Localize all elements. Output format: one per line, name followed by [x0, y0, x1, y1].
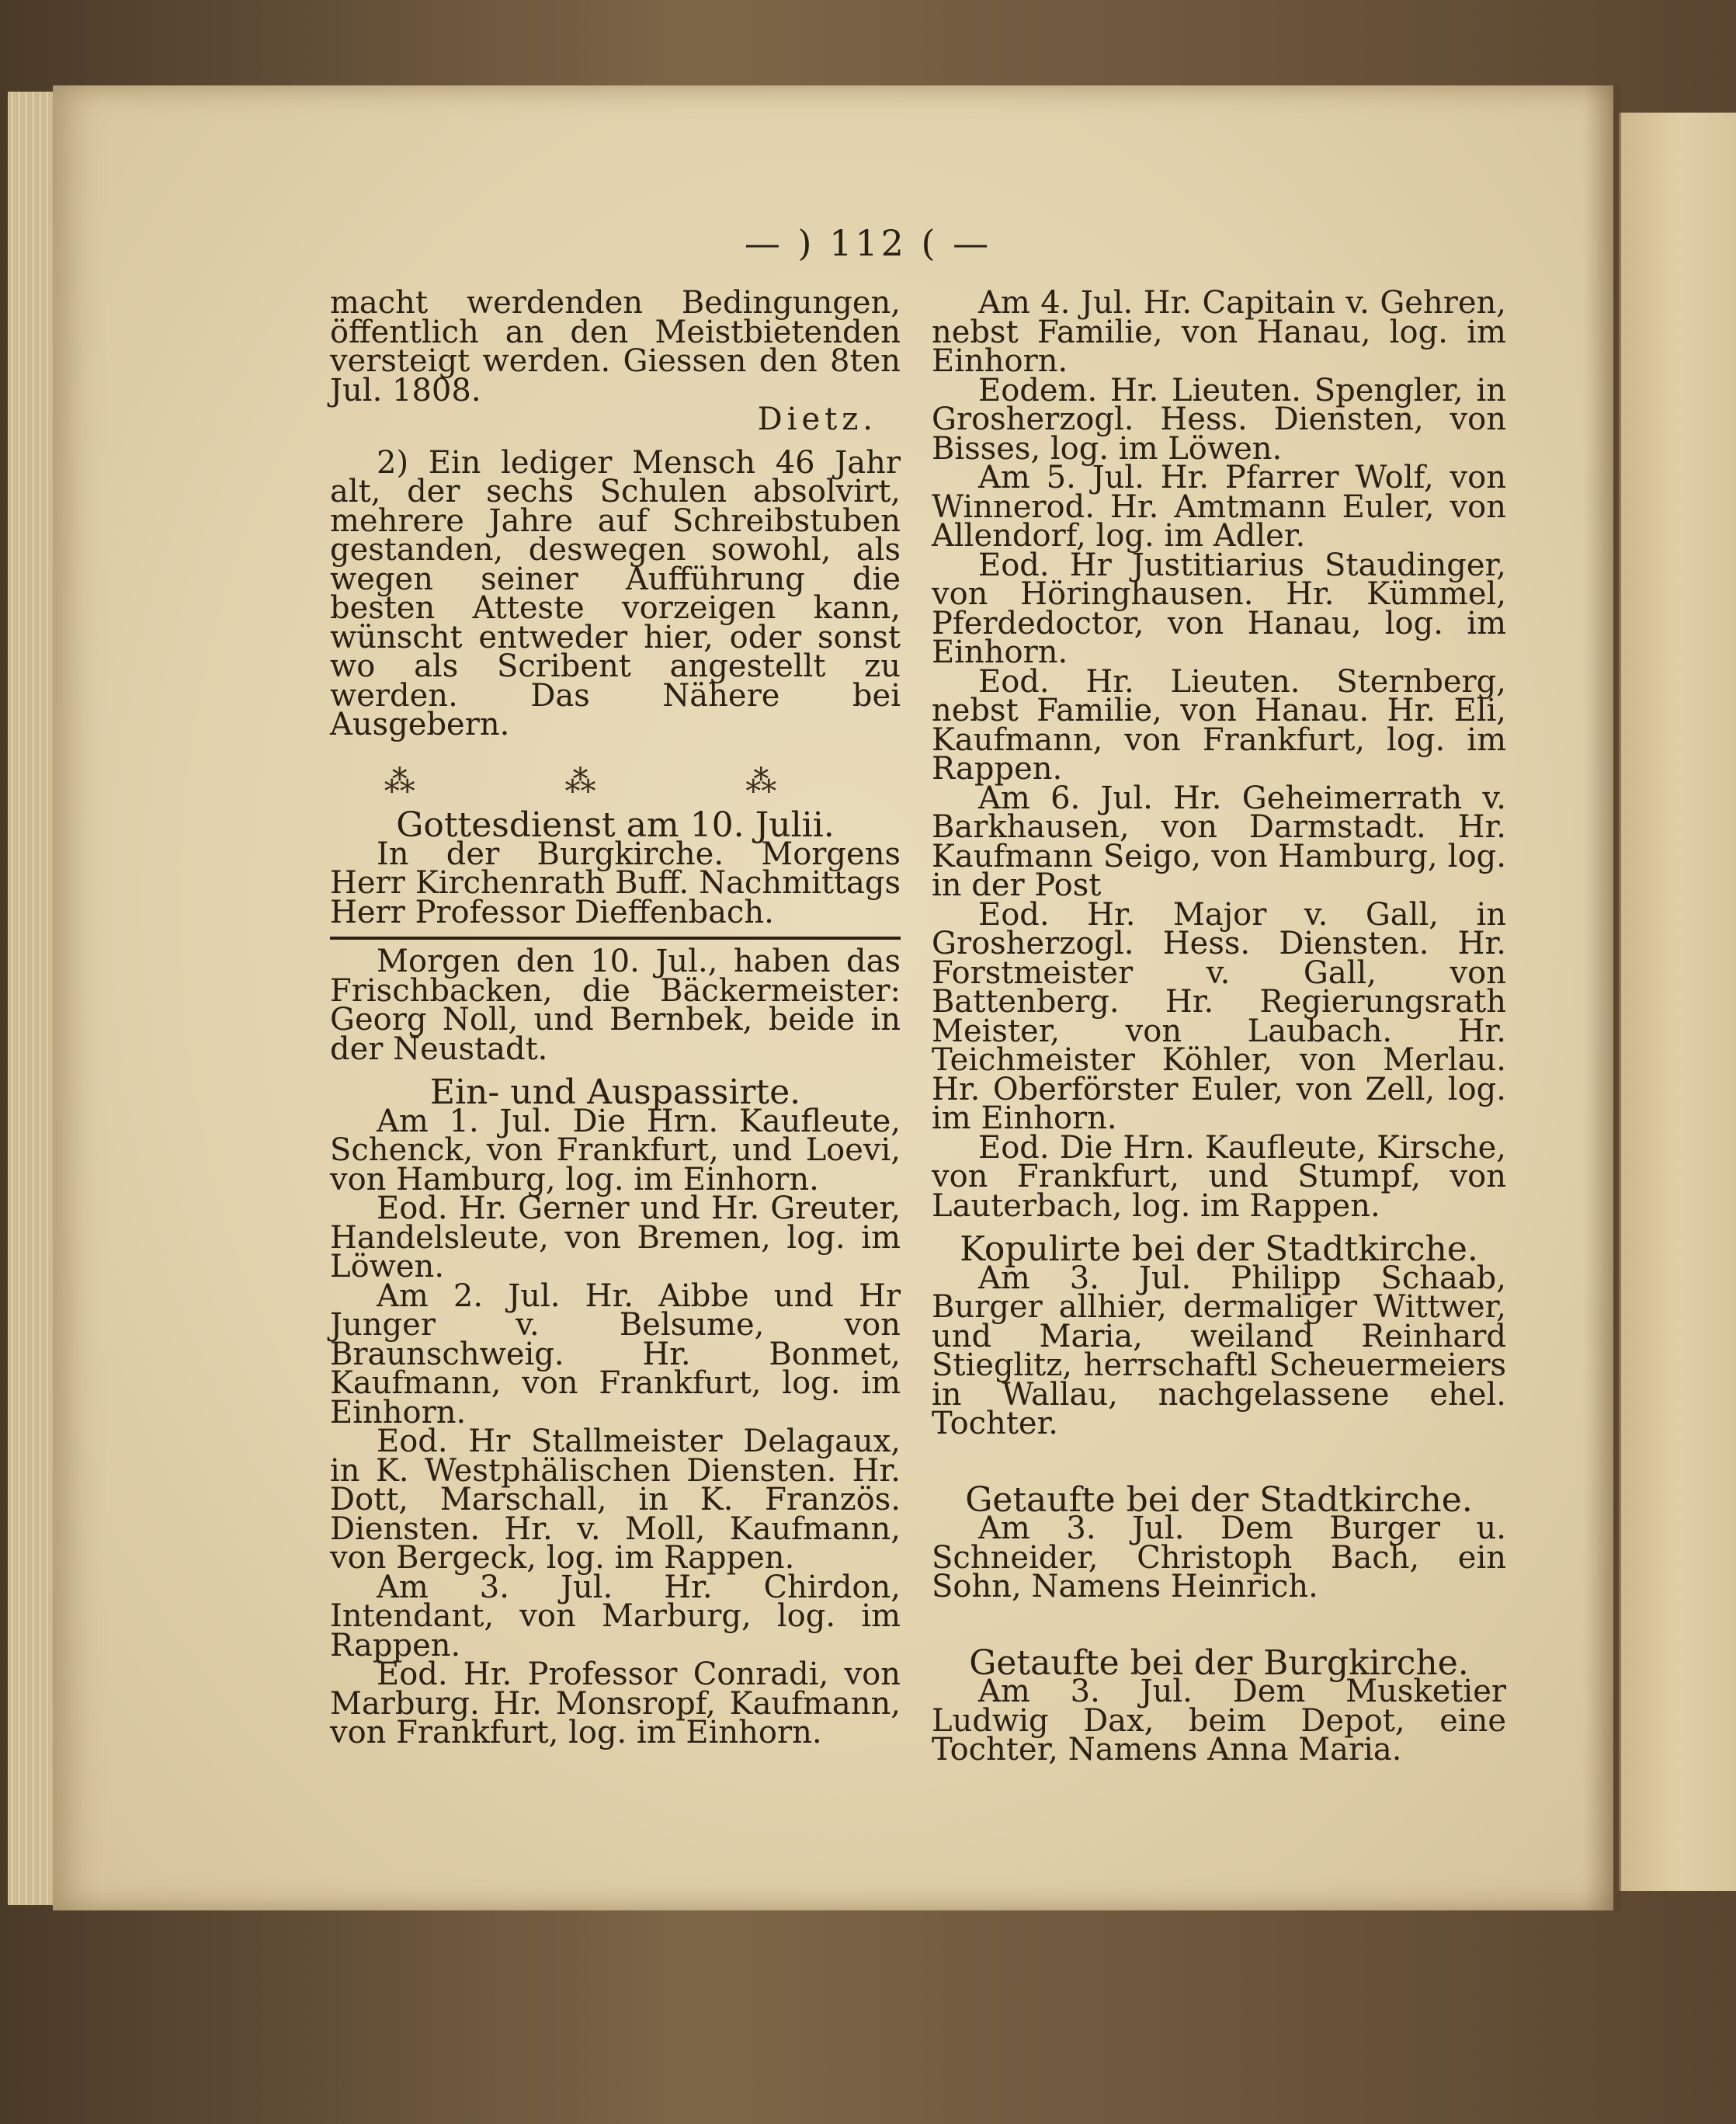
traveller-entry: Eod. Hr. Major v. Gall, in Grosherzogl. Hess. Diensten. Hr. Forstmeister v. Gall, von Battenberg. Hr. Regierungsrath Meister, von Laubach. Hr. Teichmeister Köhler, von Merlau. Hr. Oberförster Euler, von Zell, log. im Einhorn. [932, 896, 1506, 1136]
baptized-city-text: Am 3. Jul. Dem Burger u. Schneider, Christoph Bach, ein Sohn, Namens Heinrich. [932, 1510, 1506, 1604]
traveller-entry: Eod. Hr. Lieuten. Sternberg, nebst Familie, von Hanau. Hr. Eli, Kaufmann, von Frankfurt, log. im Rappen. [932, 663, 1506, 787]
left-column [330, 285, 901, 1750]
service-heading: Gottesdienst am 10. Julii. [396, 805, 835, 845]
section-rule [330, 937, 901, 940]
baptized-city-heading: Getaufte bei der Stadtkirche. [965, 1479, 1473, 1520]
ornament-divider: ⁂ ⁂ ⁂ [384, 763, 847, 800]
married-heading: Kopulirte bei der Stadtkirche. [960, 1229, 1478, 1269]
scribe-advertisement: 2) Ein lediger Mensch 46 Jahr alt, der sechs Schulen absolvirt, mehrere Jahre auf Schreibstuben gestanden, deswegen sowohl, als wegen seiner Aufführung die besten Atteste vorzeigen kann, wünscht entweder hier, oder sonst wo als Scribent angestellt zu werden. Das Nähere bei Ausgebern. [330, 444, 901, 742]
married-text: Am 3. Jul. Philipp Schaab, Burger allhier, dermaliger Wittwer, und Maria, weiland Reinhard Stieglitz, herrschaftl Scheuermeiers in Wallau, nachgelassene ehel. Tochter. [932, 1260, 1506, 1441]
gutter-shadow [1584, 85, 1621, 1910]
right-column [932, 285, 1506, 1768]
baptized-castle-heading: Getaufte bei der Burgkirche. [969, 1643, 1469, 1683]
traveller-entry: Eodem. Hr. Lieuten. Spengler, in Grosherzogl. Hess. Diensten, von Bisses, log. im Löwen. [932, 372, 1506, 467]
traveller-entry: Am 6. Jul. Hr. Geheimerrath v. Barkhausen, von Darmstadt. Hr. Kaufmann Seigo, von Hamburg, log. in der Post [932, 780, 1506, 903]
traveller-entry: Am 1. Jul. Die Hrn. Kaufleute, Schenck, von Frankfurt, und Loevi, von Hamburg, log. im Einhorn. [330, 1103, 901, 1198]
traveller-entry: Eod. Hr Justitiarius Staudinger, von Höringhausen. Hr. Kümmel, Pferdedoctor, von Hanau, log. im Einhorn. [932, 547, 1506, 670]
baptized-castle-text: Am 3. Jul. Dem Musketier Ludwig Dax, beim Depot, eine Tochter, Namens Anna Maria. [932, 1674, 1506, 1768]
traveller-entry: Am 4. Jul. Hr. Capitain v. Gehren, nebst Familie, von Hanau, log. im Einhorn. [932, 285, 1506, 379]
bakers-text: Morgen den 10. Jul., haben das Frischbacken, die Bäckermeister: Georg Noll, und Bernbek, beide in der Neustadt. [330, 944, 901, 1067]
auction-text: macht werdenden Bedingungen, öffentlich an den Meistbietenden versteigt werden. Giessen den 8ten Jul. 1808. [330, 285, 901, 408]
traveller-entry: Eod. Hr. Gerner und Hr. Greuter, Handelsleute, von Bremen, log. im Löwen. [330, 1191, 901, 1284]
traveller-entry: Am 3. Jul. Hr. Chirdon, Intendant, von Marburg, log. im Rappen. [330, 1569, 901, 1663]
traveller-entry: Eod. Die Hrn. Kaufleute, Kirsche, von Frankfurt, und Stumpf, von Lauterbach, log. im Rappen. [932, 1129, 1506, 1224]
traveller-entry: Eod. Hr Stallmeister Delagaux, in K. Westphälischen Diensten. Hr. Dott, Marschall, in K. Französ. Diensten. Hr. v. Moll, Kaufmann, von Bergeck, log. im Rappen. [330, 1424, 901, 1576]
book-page-edges [8, 92, 56, 1905]
traveller-entry: Eod. Hr. Professor Conradi, von Marburg. Hr. Monsropf, Kaufmann, von Frankfurt, log. im Einhorn. [330, 1656, 901, 1750]
traveller-entry: Am 2. Jul. Hr. Aibbe und Hr Junger v. Belsume, von Braunschweig. Hr. Bonmet, Kaufmann, von Frankfurt, log. im Einhorn. [330, 1278, 901, 1430]
service-text: In der Burgkirche. Morgens Herr Kirchenrath Buff. Nachmittags Herr Professor Dieffenbach. [330, 836, 901, 930]
travellers-heading: Ein- und Auspassirte. [429, 1072, 801, 1112]
page-number-header: — ) 112 ( — [744, 222, 992, 264]
traveller-entry: Am 5. Jul. Hr. Pfarrer Wolf, von Winnerod. Hr. Amtmann Euler, von Allendorf, log. im Adler. [932, 460, 1506, 554]
auction-signature: Dietz. [757, 402, 877, 437]
facing-page-edge [1619, 113, 1736, 1891]
